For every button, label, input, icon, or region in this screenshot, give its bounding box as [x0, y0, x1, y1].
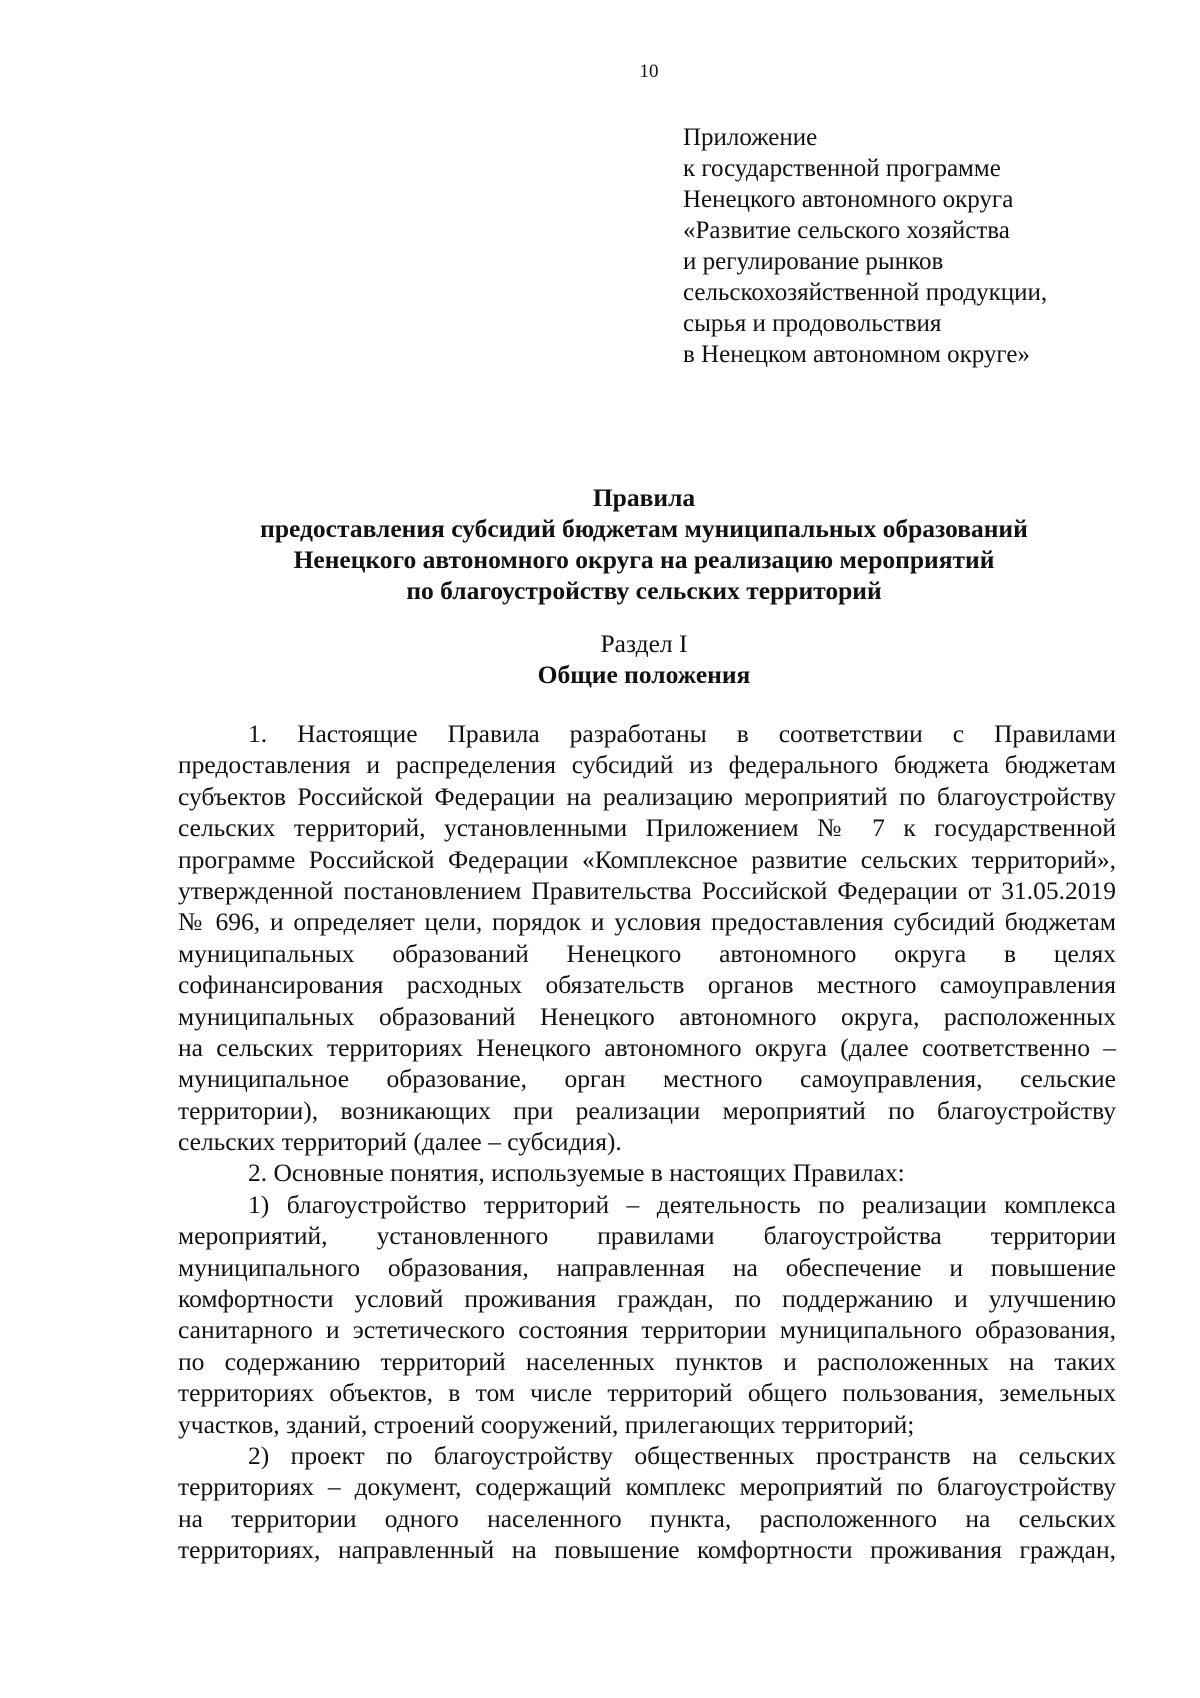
- text-line: комфортности условий проживания граждан, по поддержанию и улучшению: [178, 1284, 1116, 1314]
- section-heading: [180, 628, 1108, 690]
- text-line: программе Российской Федерации «Комплексное развитие сельских территорий»,: [178, 844, 1116, 874]
- text-line: 1. Настоящие Правила разработаны в соответствии с Правилами: [248, 719, 1116, 748]
- document-body: [178, 718, 1116, 1566]
- text-line: по содержанию территорий населенных пунктов и расположенных на таких: [178, 1346, 1116, 1376]
- section-title: Общие положения: [537, 660, 751, 689]
- text-line: территориях, направленный на повышение комфортности проживания граждан,: [178, 1535, 1116, 1565]
- text-line: территориях объектов, в том числе территорий общего пользования, земельных: [178, 1378, 1116, 1408]
- text-line: № 696, и определяет цели, порядок и условия предоставления субсидий бюджетам: [178, 907, 1116, 937]
- text-line: муниципального образования, направленная на обеспечение и повышение: [178, 1252, 1116, 1282]
- text-line: мероприятий, установленного правилами благоустройства территории: [178, 1221, 1116, 1251]
- text-line: 1) благоустройство территорий – деятельность по реализации комплекса: [248, 1189, 1116, 1219]
- text-line: сельских территорий (далее – субсидия).: [178, 1127, 622, 1157]
- text-line: участков, зданий, строений сооружений, прилегающих территорий;: [178, 1409, 915, 1439]
- paragraph-4: [178, 1440, 1116, 1566]
- text-line: санитарного и эстетического состояния территории муниципального образования,: [178, 1315, 1116, 1345]
- title-line: по благоустройству сельских территорий: [406, 576, 882, 605]
- title-line: Ненецкого автономного округа на реализацию мероприятий: [293, 545, 995, 574]
- text-line: муниципальных образований Ненецкого автономного округа в целях: [178, 938, 1116, 968]
- appendix-line: сырья и продовольствия: [683, 310, 942, 337]
- paragraph-3: [178, 1189, 1116, 1440]
- text-line: софинансирования расходных обязательств органов местного самоуправления: [178, 970, 1116, 1000]
- section-number: Раздел I: [600, 629, 688, 658]
- paragraph-2: [178, 1157, 1116, 1188]
- appendix-line: «Развитие сельского хозяйства: [683, 217, 1010, 244]
- document-title: [180, 482, 1108, 606]
- title-line: предоставления субсидий бюджетам муниципальных образований: [260, 514, 1028, 543]
- paragraph-1: [178, 718, 1116, 1157]
- text-line: предоставления и распределения субсидий из федерального бюджета бюджетам: [178, 750, 1116, 780]
- text-line: на сельских территориях Ненецкого автономного округа (далее соответственно –: [178, 1032, 1116, 1062]
- appendix-line: к государственной программе: [683, 155, 1001, 182]
- title-line: Правила: [592, 483, 696, 512]
- text-line: утвержденной постановлением Правительства Российской Федерации от 31.05.2019: [178, 875, 1116, 905]
- appendix-line: Приложение: [683, 124, 818, 151]
- text-line: 2. Основные понятия, используемые в настоящих Правилах:: [248, 1158, 905, 1188]
- text-line: территории), возникающих при реализации мероприятий по благоустройству: [178, 1095, 1116, 1125]
- appendix-line: и регулирование рынков: [683, 248, 944, 275]
- text-line: на территории одного населенного пункта, расположенного на сельских: [178, 1503, 1116, 1533]
- appendix-line: в Ненецком автономном округе»: [683, 341, 1030, 368]
- text-line: муниципальных образований Ненецкого автономного округа, расположенных: [178, 1001, 1116, 1031]
- page-number: 10: [639, 61, 659, 82]
- text-line: сельских территорий, установленными Приложением № 7 к государственной: [178, 813, 1116, 843]
- appendix-line: Ненецкого автономного округа: [683, 186, 1014, 213]
- appendix-line: сельскохозяйственной продукции,: [683, 279, 1048, 306]
- text-line: субъектов Российской Федерации на реализацию мероприятий по благоустройству: [178, 781, 1116, 811]
- text-line: территориях – документ, содержащий комплекс мероприятий по благоустройству: [178, 1472, 1116, 1502]
- text-line: муниципальное образование, орган местного самоуправления, сельские: [178, 1064, 1116, 1094]
- text-line: 2) проект по благоустройству общественных пространств на сельских: [248, 1440, 1116, 1470]
- appendix-heading: [683, 122, 1183, 370]
